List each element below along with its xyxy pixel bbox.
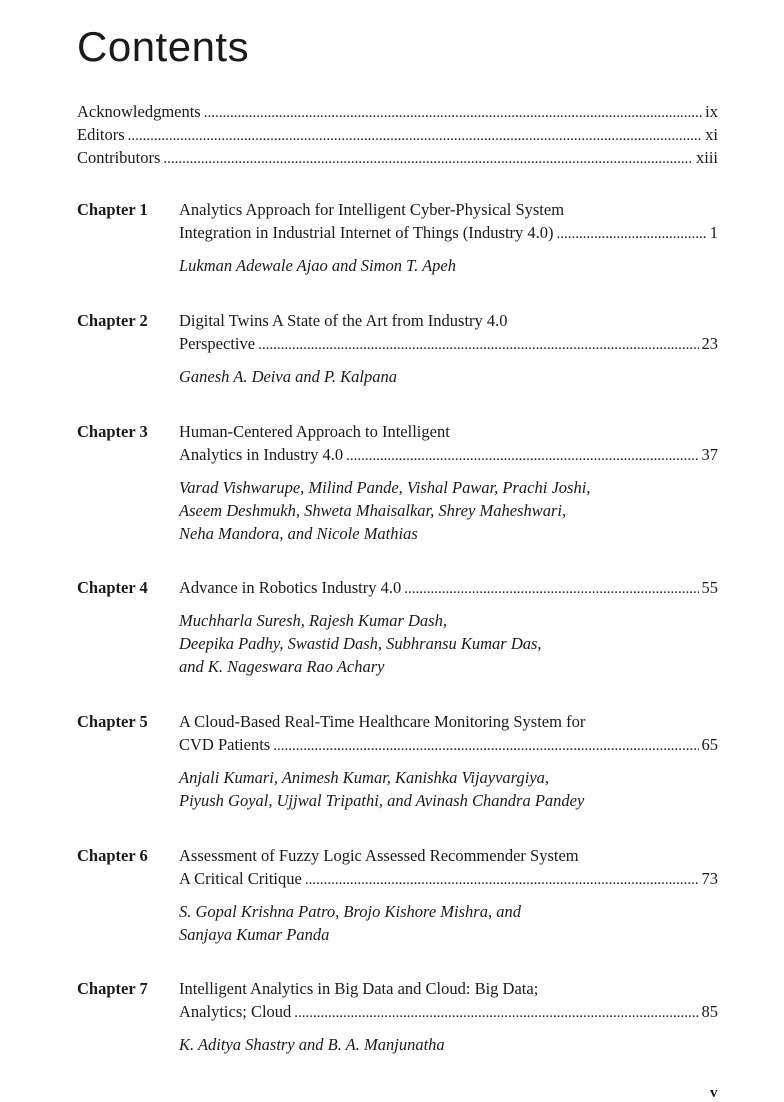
chapter-label: Chapter 7 <box>77 979 148 998</box>
chapter-title-line: Human-Centered Approach to Intelligent <box>179 422 450 441</box>
author-line: Anjali Kumari, Animesh Kumar, Kanishka Vijayvargiya, <box>179 768 550 787</box>
chapter-title-line: Integration in Industrial Internet of Things (Industry 4.0) <box>179 223 554 242</box>
dot-leader <box>305 869 699 892</box>
dot-leader <box>258 334 698 357</box>
page-number: 55 <box>701 578 718 597</box>
chapter-authors <box>179 476 718 545</box>
chapter-title-line: Digital Twins A State of the Art from Industry 4.0 <box>179 311 508 330</box>
entry-label: Acknowledgments <box>77 102 201 121</box>
author-line: Aseem Deshmukh, Shweta Mhaisalkar, Shrey Maheshwari, <box>179 501 567 520</box>
dot-leader <box>557 223 707 246</box>
chapter-label: Chapter 2 <box>77 311 148 330</box>
dot-leader <box>273 735 698 758</box>
page-title: Contents <box>77 23 250 70</box>
chapter-title-line: Analytics; Cloud <box>179 1002 292 1021</box>
page-number: 1 <box>709 223 718 242</box>
author-line: Muchharla Suresh, Rajesh Kumar Dash, <box>179 611 447 630</box>
page-number: 23 <box>701 334 718 353</box>
dot-leader <box>346 445 698 468</box>
chapter-authors <box>179 254 718 277</box>
chapter-label: Chapter 4 <box>77 578 148 597</box>
chapter-entry[interactable] <box>77 198 718 277</box>
dot-leader <box>404 578 698 601</box>
dot-leader <box>294 1002 698 1025</box>
chapter-entry[interactable] <box>77 309 718 388</box>
chapter-title-line: Perspective <box>179 334 256 353</box>
chapter-entry[interactable] <box>77 710 718 812</box>
page-number: 37 <box>701 445 718 464</box>
dot-leader <box>128 125 702 148</box>
chapter-label: Chapter 6 <box>77 846 148 865</box>
entry-label: Editors <box>77 125 125 144</box>
page-number: 85 <box>701 1002 718 1021</box>
chapter-title-line: A Cloud-Based Real-Time Healthcare Monitoring System for <box>179 712 586 731</box>
entry-label: Contributors <box>77 148 161 167</box>
page-folio: v <box>710 1085 718 1101</box>
chapter-title-line: Assessment of Fuzzy Logic Assessed Recommender System <box>179 846 579 865</box>
chapter-label: Chapter 5 <box>77 712 148 731</box>
chapter-title-line: Analytics Approach for Intelligent Cyber-Physical System <box>179 200 565 219</box>
chapter-title-line: CVD Patients <box>179 735 271 754</box>
front-matter-list <box>77 100 718 169</box>
author-line: S. Gopal Krishna Patro, Brojo Kishore Mishra, and <box>179 902 521 921</box>
front-matter-entry[interactable] <box>77 123 718 146</box>
chapter-entry[interactable] <box>77 977 718 1056</box>
chapter-authors <box>179 609 718 678</box>
chapter-authors <box>179 900 718 946</box>
chapter-title-line: A Critical Critique <box>179 869 302 888</box>
author-line: Piyush Goyal, Ujjwal Tripathi, and Avinash Chandra Pandey <box>179 791 585 810</box>
dot-leader <box>163 148 693 171</box>
author-line: Ganesh A. Deiva and P. Kalpana <box>179 367 398 386</box>
dot-leader <box>204 102 702 125</box>
author-line: Neha Mandora, and Nicole Mathias <box>179 524 418 543</box>
author-line: Varad Vishwarupe, Milind Pande, Vishal Pawar, Prachi Joshi, <box>179 478 591 497</box>
chapter-label: Chapter 1 <box>77 200 148 219</box>
chapter-authors <box>179 365 718 388</box>
page-number: 65 <box>701 735 718 754</box>
chapter-entry[interactable] <box>77 576 718 678</box>
chapter-title-line: Advance in Robotics Industry 4.0 <box>179 578 402 597</box>
chapter-title-line: Intelligent Analytics in Big Data and Cloud: Big Data; <box>179 979 539 998</box>
author-line: Deepika Padhy, Swastid Dash, Subhransu Kumar Das, <box>179 634 542 653</box>
author-line: Sanjaya Kumar Panda <box>179 925 330 944</box>
front-matter-entry[interactable] <box>77 100 718 123</box>
chapter-authors <box>179 766 718 812</box>
chapter-authors <box>179 1033 718 1056</box>
chapter-label: Chapter 3 <box>77 422 148 441</box>
page-number: xiii <box>695 148 718 167</box>
author-line: Lukman Adewale Ajao and Simon T. Apeh <box>179 256 456 275</box>
author-line: K. Aditya Shastry and B. A. Manjunatha <box>179 1035 445 1054</box>
chapter-entry[interactable] <box>77 420 718 545</box>
front-matter-entry[interactable] <box>77 146 718 169</box>
page-number: ix <box>705 102 718 121</box>
chapter-title-line: Analytics in Industry 4.0 <box>179 445 344 464</box>
page-number: 73 <box>701 869 718 888</box>
page-number: xi <box>705 125 718 144</box>
author-line: and K. Nageswara Rao Achary <box>179 657 385 676</box>
chapter-entry[interactable] <box>77 844 718 946</box>
